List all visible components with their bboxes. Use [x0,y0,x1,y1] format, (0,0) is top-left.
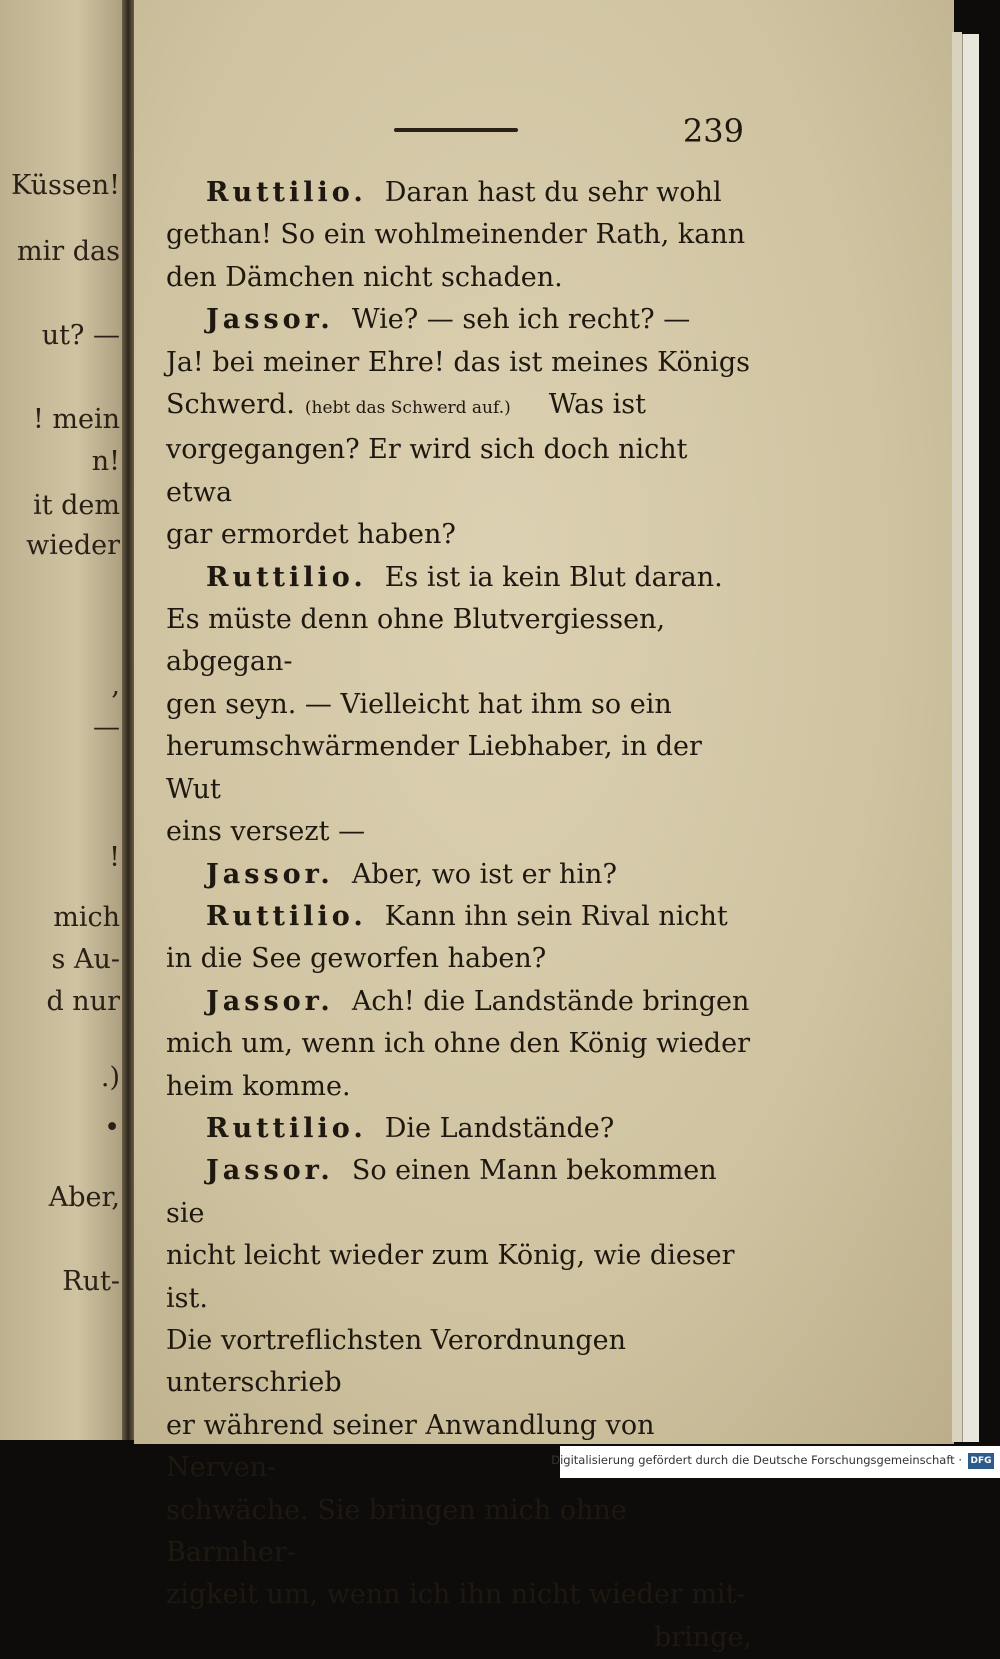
left-page-fragment: , [111,670,120,701]
line-text: gen seyn. — Vielleicht hat ihm so ein [166,688,672,720]
text-line [166,938,752,980]
text-line [166,1320,752,1405]
text-line [166,684,752,726]
speech-line [166,557,752,599]
line-text: Die vortreflichsten Verordnungen unterschrieb [166,1324,626,1399]
left-page-fragment: Rut- [62,1266,120,1297]
text-line [166,726,752,811]
left-page-fragment: mich [53,902,120,933]
left-page-fragment: • [104,1112,120,1143]
text-line [166,599,752,684]
speaker-name: Jassor. [206,1155,334,1187]
line-text: vorgegangen? Er wird sich doch nicht etwa [166,434,688,508]
text-line [166,1235,752,1320]
speech-line [166,1150,752,1235]
line-text: in die See geworfen haben? [166,943,547,975]
line-text: nicht leicht wieder zum König, wie dieser ist. [166,1240,735,1314]
line-text: Daran hast du sehr wohl [384,177,722,208]
left-page-fragment: .) [100,1062,120,1093]
header-rule [394,128,518,132]
speech-line [166,896,752,938]
left-page-fragment: d nur [46,986,120,1017]
left-page-fragment: s Au- [51,944,120,975]
line-text: Kann ihn sein Rival nicht [384,900,728,932]
text-line [166,1617,752,1659]
speaker-name: Ruttilio. [206,1112,367,1144]
left-page-fragment: Aber, [48,1182,120,1213]
line-text: heim komme. [166,1070,351,1102]
speech-line [166,854,752,896]
speaker-name: Ruttilio. [206,900,367,932]
speaker-name: Jassor. [206,858,334,890]
left-page-fragment: ! mein [32,404,120,435]
line-text: eins versezt — [166,816,366,848]
left-page-fragment: wieder [26,530,120,561]
left-page-fragment: Küssen! [11,170,120,201]
text-line [166,214,752,256]
page-number: 239 [682,112,744,150]
text-line [166,257,752,299]
left-page-fragment: n! [91,446,120,477]
line-text: Schwerd. [166,389,295,421]
line-text: Es ist ia kein Blut daran. [384,561,723,593]
page-text [166,172,752,1659]
left-page-fragment: ut? — [41,320,120,351]
text-line [166,514,752,556]
footer-bar [551,1446,1000,1478]
left-page [0,0,128,1440]
left-page-fragment: — [93,712,120,743]
line-text: zigkeit um, wenn ich ihn nicht wieder mit- [166,1579,746,1611]
speaker-name: Jassor. [206,304,334,336]
speaker-name: Ruttilio. [206,561,367,593]
line-text: Es müste denn ohne Blutvergiessen, abgegan- [166,604,666,678]
line-text: So einen Mann bekommen sie [166,1155,717,1229]
page-edge [952,32,962,1442]
line-text: herumschwärmender Liebhaber, in der Wut [166,731,702,805]
speech-line [166,981,752,1023]
line-text: Ja! bei meiner Ehre! das ist meines Königs [166,346,750,378]
line-text: Aber, wo ist er hin? [351,858,617,890]
text-line [166,811,752,853]
footer-text: Digitalisierung gefördert durch die Deutsche Forschungsgemeinschaft · [551,1453,962,1467]
line-text: Ach! die Landstände bringen [351,985,750,1017]
text-line [166,1023,752,1065]
left-page-fragment: ! [109,842,120,873]
line-text: den Dämchen nicht schaden. [166,261,563,293]
text-line [166,384,752,429]
line-text: Wie? — seh ich recht? — [351,304,691,336]
line-text: Die Landstände? [384,1112,615,1144]
line-text-after: Was ist [548,389,647,421]
left-page-fragment: mir das [17,236,120,267]
dfg-logo: DFG [968,1453,994,1469]
line-text: gethan! So ein wohlmeinender Rath, kann [166,219,746,251]
text-line [166,429,752,514]
page-edge-outer [962,34,979,1442]
text-line [166,1574,752,1616]
line-text: gar ermordet haben? [166,519,456,551]
left-page-fragment: it dem [33,490,120,521]
line-text: bringe, [653,1621,752,1653]
text-line [166,342,752,384]
line-text: er während seiner Anwandlung von Nerven- [166,1409,655,1484]
stage-direction: (hebt das Schwerd auf.) [304,398,511,419]
speech-line [166,1108,752,1150]
speech-line [166,172,752,214]
line-text: mich um, wenn ich ohne den König wieder [166,1028,750,1060]
speech-line [166,299,752,341]
speaker-name: Jassor. [206,985,334,1017]
text-line [166,1066,752,1108]
speaker-name: Ruttilio. [206,177,367,208]
line-text: schwäche. Sie bringen mich ohne Barmher- [166,1494,627,1568]
text-line [166,1490,752,1575]
